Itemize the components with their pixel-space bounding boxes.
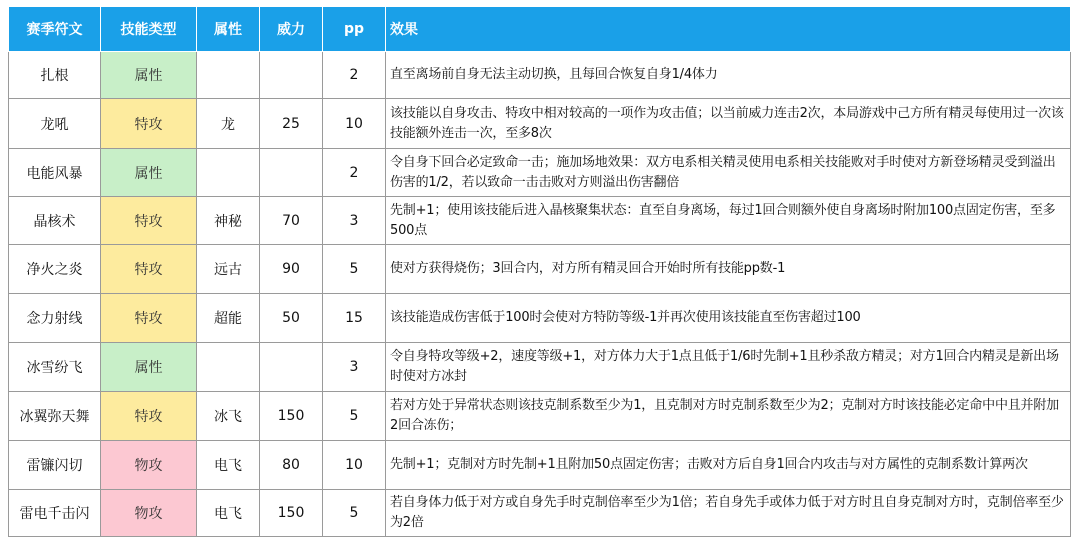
rune-cell: 晶核术 (9, 197, 101, 245)
rune-cell: 电能风暴 (9, 149, 101, 197)
skill-type-cell: 属性 (101, 149, 197, 197)
attribute-cell: 神秘 (197, 197, 260, 245)
effect-cell: 该技能造成伤害低于100时会使对方特防等级-1并再次使用该技能直至伤害超过100 (386, 294, 1071, 343)
effect-cell: 使对方获得烧伤；3回合内，对方所有精灵回合开始时所有技能pp数-1 (386, 245, 1071, 294)
power-cell: 70 (260, 197, 323, 245)
power-cell (260, 149, 323, 197)
skill-type-cell: 特攻 (101, 99, 197, 149)
skill-type-cell: 特攻 (101, 245, 197, 294)
rune-cell: 雷镰闪切 (9, 441, 101, 490)
pp-cell: 5 (323, 392, 386, 441)
power-cell: 25 (260, 99, 323, 149)
effect-cell: 令自身下回合必定致命一击；施加场地效果：双方电系相关精灵使用电系相关技能败对手时使对方新登场精灵受到溢出伤害的1/2，若以致命一击击败对方则溢出伤害翻倍 (386, 149, 1071, 197)
rune-cell: 扎根 (9, 52, 101, 99)
skill-type-cell: 特攻 (101, 197, 197, 245)
skill-type-cell: 特攻 (101, 392, 197, 441)
effect-cell: 先制+1；克制对方时先制+1且附加50点固定伤害；击败对方后自身1回合内攻击与对方属性的克制系数计算两次 (386, 441, 1071, 490)
power-cell: 50 (260, 294, 323, 343)
rune-cell: 冰翼弥天舞 (9, 392, 101, 441)
attribute-cell: 电飞 (197, 441, 260, 490)
pp-cell: 10 (323, 99, 386, 149)
pp-cell: 2 (323, 149, 386, 197)
attribute-cell: 远古 (197, 245, 260, 294)
effect-cell: 令自身特攻等级+2，速度等级+1，对方体力大于1点且低于1/6时先制+1且秒杀敌方精灵；对方1回合内精灵是新出场时使对方冰封 (386, 343, 1071, 392)
header-pp: pp (323, 7, 386, 52)
effect-cell: 先制+1；使用该技能后进入晶核聚集状态：直至自身离场，每过1回合则额外使自身离场时附加100点固定伤害，至多500点 (386, 197, 1071, 245)
header-attribute: 属性 (197, 7, 260, 52)
rune-cell: 净火之炎 (9, 245, 101, 294)
table-row (9, 392, 1071, 441)
attribute-cell (197, 52, 260, 99)
pp-cell: 15 (323, 294, 386, 343)
power-cell (260, 343, 323, 392)
effect-cell: 若对方处于异常状态则该技克制系数至少为1，且克制对方时克制系数至少为2；克制对方时该技能必定命中中且并附加2回合冻伤； (386, 392, 1071, 441)
effect-cell: 该技能以自身攻击、特攻中相对较高的一项作为攻击值；以当前威力连击2次，本局游戏中己方所有精灵每使用过一次该技能额外连击一次，至多8次 (386, 99, 1071, 149)
pp-cell: 3 (323, 197, 386, 245)
power-cell: 150 (260, 490, 323, 537)
header-power: 威力 (260, 7, 323, 52)
attribute-cell: 电飞 (197, 490, 260, 537)
pp-cell: 2 (323, 52, 386, 99)
rune-cell: 雷电千击闪 (9, 490, 101, 537)
pp-cell: 3 (323, 343, 386, 392)
skill-type-cell: 物攻 (101, 490, 197, 537)
table-body (9, 52, 1071, 537)
skill-type-cell: 特攻 (101, 294, 197, 343)
pp-cell: 5 (323, 245, 386, 294)
attribute-cell: 超能 (197, 294, 260, 343)
power-cell: 80 (260, 441, 323, 490)
table-row (9, 149, 1071, 197)
effect-cell: 若自身体力低于对方或自身先手时克制倍率至少为1倍；若自身先手或体力低于对方时且自身克制对方时，克制倍率至少为2倍 (386, 490, 1071, 537)
table-row (9, 197, 1071, 245)
power-cell: 90 (260, 245, 323, 294)
skill-type-cell: 物攻 (101, 441, 197, 490)
power-cell: 150 (260, 392, 323, 441)
effect-cell: 直至离场前自身无法主动切换，且每回合恢复自身1/4体力 (386, 52, 1071, 99)
skill-type-cell: 属性 (101, 343, 197, 392)
table-row (9, 245, 1071, 294)
season-rune-table (8, 6, 1071, 537)
table-row (9, 294, 1071, 343)
attribute-cell: 冰飞 (197, 392, 260, 441)
table-header-row (9, 7, 1071, 52)
header-rune: 赛季符文 (9, 7, 101, 52)
table-row (9, 441, 1071, 490)
rune-cell: 冰雪纷飞 (9, 343, 101, 392)
skill-type-cell: 属性 (101, 52, 197, 99)
attribute-cell (197, 149, 260, 197)
attribute-cell (197, 343, 260, 392)
header-skill-type: 技能类型 (101, 7, 197, 52)
pp-cell: 5 (323, 490, 386, 537)
table-row (9, 490, 1071, 537)
table-row (9, 52, 1071, 99)
rune-table-container (8, 6, 1070, 537)
header-effect: 效果 (386, 7, 1071, 52)
rune-cell: 龙吼 (9, 99, 101, 149)
pp-cell: 10 (323, 441, 386, 490)
table-row (9, 343, 1071, 392)
table-row (9, 99, 1071, 149)
attribute-cell: 龙 (197, 99, 260, 149)
power-cell (260, 52, 323, 99)
rune-cell: 念力射线 (9, 294, 101, 343)
